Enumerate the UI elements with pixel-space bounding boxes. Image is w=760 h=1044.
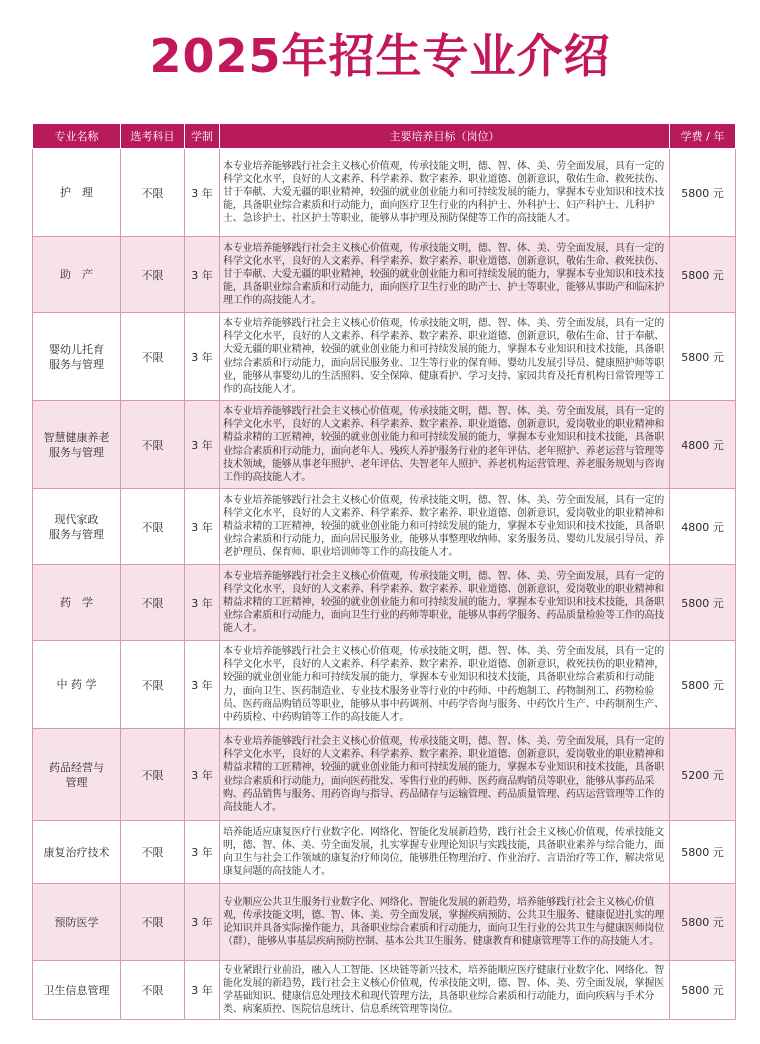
subject-cell: 不限	[121, 729, 185, 821]
major-name: 康复治疗技术	[33, 821, 121, 884]
fee-cell: 4800 元	[670, 401, 736, 489]
subject-cell: 不限	[121, 237, 185, 313]
fee-cell: 5800 元	[670, 149, 736, 237]
goal-description: 本专业培养能够践行社会主义核心价值观，传承技能文明，德、智、体、美、劳全面发展，具有一定的科学文化水平，良好的人文素养、科学素养、数字素养、职业道德、创新意识，敬佑生命、甘于奉献、大爱无疆的职业精神，较强的就业创业能力和可持续发展的能力，掌握本专业知识和技术技能，具备职业综合素质和行动能力，面向居民服务业、卫生等行业的保育师、婴幼儿发展引导员、健康照护师等职业，能够从事婴幼儿的生活照料、安全保障、健康看护、学习支持、家园共育及托育机构日常管理等工作的高技能人才。	[220, 313, 670, 401]
table-row	[33, 149, 736, 237]
subject-cell: 不限	[121, 641, 185, 729]
years-cell: 3 年	[185, 149, 220, 237]
major-name: 智慧健康养老 服务与管理	[33, 401, 121, 489]
table-row	[33, 565, 736, 641]
goal-description: 专业紧跟行业前沿，融入人工智能、区块链等新兴技术，培养能顺应医疗健康行业数字化、网络化、智能化发展的新趋势，践行社会主义核心价值观，传承技能文明，德、智、体、美、劳全面发展，掌握医学基础知识、健康信息处理技术和现代管理方法，具备职业综合素质和行动能力，面向疾病与手术分类、病案质控、医院信息统计、信息系统管理等岗位。	[220, 961, 670, 1020]
subject-cell: 不限	[121, 884, 185, 961]
subject-cell: 不限	[121, 821, 185, 884]
header-years: 学制	[185, 124, 220, 149]
table-row	[33, 641, 736, 729]
majors-table	[32, 123, 736, 1020]
header-major: 专业名称	[33, 124, 121, 149]
fee-cell: 5800 元	[670, 237, 736, 313]
table-row	[33, 821, 736, 884]
subject-cell: 不限	[121, 489, 185, 565]
header-subject: 选考科目	[121, 124, 185, 149]
subject-cell: 不限	[121, 961, 185, 1020]
years-cell: 3 年	[185, 641, 220, 729]
fee-cell: 5800 元	[670, 961, 736, 1020]
major-name: 预防医学	[33, 884, 121, 961]
years-cell: 3 年	[185, 565, 220, 641]
table-row	[33, 489, 736, 565]
subject-cell: 不限	[121, 149, 185, 237]
goal-description: 本专业培养能够践行社会主义核心价值观，传承技能文明，德、智、体、美、劳全面发展，具有一定的科学文化水平，良好的人文素养、科学素养、数字素养、职业道德、创新意识，爱岗敬业的职业精神和精益求精的工匠精神，较强的就业创业能力和可持续发展的能力，掌握本专业知识和技术技能，具备职业综合素质和行动能力，面向医药批发、零售行业的药师、医药商品购销员等职业，能够从事药品采购、药品销售与服务、用药咨询与指导、药品储存与运输管理、药品质量管理、药店运营管理等工作的高技能人才。	[220, 729, 670, 821]
years-cell: 3 年	[185, 401, 220, 489]
years-cell: 3 年	[185, 729, 220, 821]
major-name: 现代家政 服务与管理	[33, 489, 121, 565]
years-cell: 3 年	[185, 237, 220, 313]
major-name: 药 学	[33, 565, 121, 641]
goal-description: 本专业培养能够践行社会主义核心价值观，传承技能文明，德、智、体、美、劳全面发展，具有一定的科学文化水平，良好的人文素养、科学素养、数字素养、职业道德、创新意识，敬佑生命、救死扶伤、甘于奉献、大爱无疆的职业精神，较强的就业创业能力和可持续发展的能力，掌握本专业知识和技术技能，具备职业综合素质和行动能力，面向医疗卫生行业的助产士、护士等职业，能够从事助产和临床护理工作的高技能人才。	[220, 237, 670, 313]
major-name: 药品经营与 管理	[33, 729, 121, 821]
major-name: 中 药 学	[33, 641, 121, 729]
table-row	[33, 961, 736, 1020]
goal-description: 本专业培养能够践行社会主义核心价值观，传承技能文明，德、智、体、美、劳全面发展，具有一定的科学文化水平，良好的人文素养、科学素养、数字素养、职业道德、创新意识，敬佑生命、救死扶伤、甘于奉献、大爱无疆的职业精神，较强的就业创业能力和可持续发展的能力，掌握本专业知识和技术技能，具备职业综合素质和行动能力，面向医疗卫生行业的内科护士、外科护士、妇产科护士、儿科护士、急诊护士、社区护士等职业，能够从事护理及预防保健等工作的高技能人才。	[220, 149, 670, 237]
table-row	[33, 237, 736, 313]
years-cell: 3 年	[185, 821, 220, 884]
goal-description: 本专业培养能够践行社会主义核心价值观，传承技能文明，德、智、体、美、劳全面发展，具有一定的科学文化水平，良好的人文素养、科学素养、数字素养、职业道德、创新意识，爱岗敬业的职业精神和精益求精的工匠精神，较强的就业创业能力和可持续发展的能力，掌握本专业知识和技术技能，具备职业综合素质和行动能力，面向老年人、残疾人养护服务行业的老年评估、老年照护、养老运营与管理等技术领域，能够从事老年照护、老年评估、失智老年人照护、养老机构运营管理、养老服务规划与咨询工作的高技能人才。	[220, 401, 670, 489]
fee-cell: 5800 元	[670, 313, 736, 401]
major-name: 卫生信息管理	[33, 961, 121, 1020]
header-goal: 主要培养目标（岗位）	[220, 124, 670, 149]
major-name: 婴幼儿托育 服务与管理	[33, 313, 121, 401]
goal-description: 专业顺应公共卫生服务行业数字化、网络化、智能化发展的新趋势，培养能够践行社会主义核心价值观，传承技能文明，德、智、体、美、劳全面发展，掌握疾病预防、公共卫生服务、健康促进扎实的理论知识并具备实际操作能力，具备职业综合素质和行动能力，面向卫生行业的公共卫生与健康医师岗位（群），能够从事基层疾病预防控制、基本公共卫生服务、健康教育和健康管理等工作的高技能人才。	[220, 884, 670, 961]
goal-description: 培养能适应康复医疗行业数字化、网络化、智能化发展新趋势，践行社会主义核心价值观，传承技能文明，德、智、体、美、劳全面发展，扎实掌握专业理论知识与实践技能，具备职业素养与综合能力，面向卫生与社会工作领域的康复治疗师岗位，能够胜任物理治疗、作业治疗、言语治疗等工作，解决常见康复问题的高技能人才。	[220, 821, 670, 884]
subject-cell: 不限	[121, 565, 185, 641]
fee-cell: 5800 元	[670, 641, 736, 729]
years-cell: 3 年	[185, 884, 220, 961]
goal-description: 本专业培养能够践行社会主义核心价值观，传承技能文明，德、智、体、美、劳全面发展，具有一定的科学文化水平，良好的人文素养、科学素养、数字素养、职业道德、创新意识，爱岗敬业的职业精神和精益求精的工匠精神，较强的就业创业能力和可持续发展的能力，掌握本专业知识和技术技能，具备职业综合素质和行动能力，面向居民服务业，能够从事整理收纳师、家务服务员、婴幼儿发展引导员、养老护理员、保育师、职业培训师等工作的高技能人才。	[220, 489, 670, 565]
table-header-row	[33, 124, 736, 149]
table-row	[33, 884, 736, 961]
table-row	[33, 729, 736, 821]
years-cell: 3 年	[185, 489, 220, 565]
table-body	[33, 149, 736, 1020]
fee-cell: 5800 元	[670, 884, 736, 961]
subject-cell: 不限	[121, 313, 185, 401]
years-cell: 3 年	[185, 313, 220, 401]
header-fee: 学费 / 年	[670, 124, 736, 149]
subject-cell: 不限	[121, 401, 185, 489]
table-row	[33, 313, 736, 401]
major-name: 护 理	[33, 149, 121, 237]
page-title: 2025年招生专业介绍	[149, 29, 611, 83]
goal-description: 本专业培养能够践行社会主义核心价值观，传承技能文明，德、智、体、美、劳全面发展，具有一定的科学文化水平，良好的人文素养、科学素养、数字素养、职业道德、创新意识，救死扶伤的职业精神，较强的就业创业能力和可持续发展的能力，掌握本专业知识和技术技能，具备职业综合素质和行动能力，面向卫生、医药制造业、专业技术服务业等行业的中药师、中药炮制工、药物制剂工、药物检验员、医药商品购销员等职业，能够从事中药调剂、中药学咨询与服务、中药饮片生产、中药制剂生产、中药质检、中药购销等工作的高技能人才。	[220, 641, 670, 729]
fee-cell: 4800 元	[670, 489, 736, 565]
years-cell: 3 年	[185, 961, 220, 1020]
table-row	[33, 401, 736, 489]
fee-cell: 5800 元	[670, 821, 736, 884]
major-name: 助 产	[33, 237, 121, 313]
fee-cell: 5800 元	[670, 565, 736, 641]
goal-description: 本专业培养能够践行社会主义核心价值观，传承技能文明，德、智、体、美、劳全面发展，具有一定的科学文化水平，良好的人文素养、科学素养、数字素养、职业道德、创新意识，爱岗敬业的职业精神和精益求精的工匠精神，较强的就业创业能力和可持续发展的能力，掌握本专业知识和技术技能，具备职业综合素质和行动能力，面向卫生行业的药师等职业，能够从事药学服务、药品质量检验等工作的高技能人才。	[220, 565, 670, 641]
fee-cell: 5200 元	[670, 729, 736, 821]
